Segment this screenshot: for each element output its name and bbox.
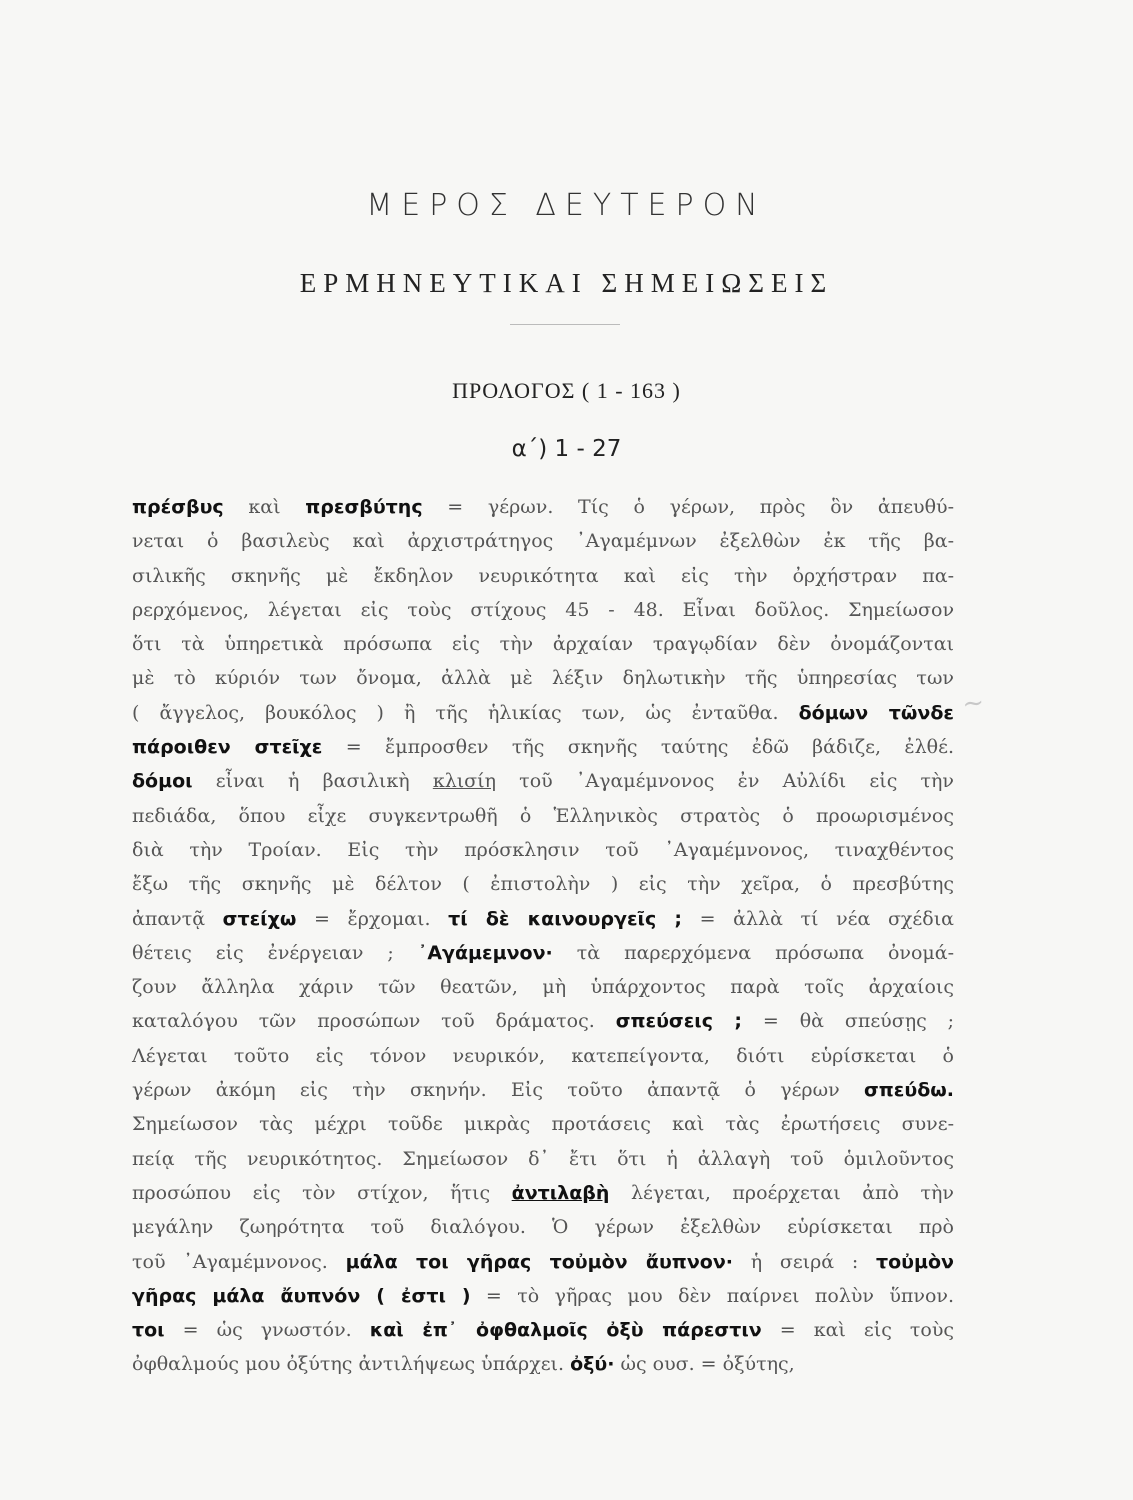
lemma-term: πρεσβύτης <box>305 496 423 518</box>
text-run: διὰ τὴν Τροίαν. Εἰς τὴν πρόσκλησιν τοῦ ᾿Αγαμέμνονος, τιναχθέντος <box>132 838 954 861</box>
lemma-term: ᾿Αγάμεμνον· <box>417 941 553 964</box>
text-line <box>132 764 954 798</box>
text-line <box>132 1176 954 1210</box>
text-line <box>132 1245 954 1279</box>
text-run: κλισίη <box>432 770 496 793</box>
text-run: νεται ὁ βασιλεὺς καὶ ἀρχιστράτηγος ᾿Αγαμέμνων ἐξελθὼν ἐκ τῆς βα- <box>132 530 954 553</box>
lemma-term: ὀξύ· <box>570 1353 615 1376</box>
text-run: ὅτι τὰ ὑπηρετικὰ πρόσωπα εἰς τὴν ἀρχαίαν τραγῳδίαν δὲν ὀνομάζονται <box>132 633 954 656</box>
text-line <box>132 696 954 730</box>
text-line <box>132 1210 954 1244</box>
text-run: προσώπου εἰς τὸν στίχον, ἥτις <box>132 1181 512 1204</box>
text-run: ( ἄγγελος, βουκόλος ) ἢ τῆς ἡλικίας των, ὡς ἐνταῦθα. <box>132 701 799 724</box>
text-run: τοῦ ᾿Αγαμέμνονος. <box>132 1250 346 1273</box>
subsection-heading: α΄) 1 - 27 <box>511 436 622 462</box>
text-run: = ὡς γνωστόν. <box>164 1319 370 1342</box>
text-run: = ἀλλὰ τί νέα σχέδια <box>682 907 954 930</box>
text-line <box>132 1313 954 1347</box>
text-run: = ἔμπροσθεν τῆς σκηνῆς ταύτης ἐδῶ βάδιζε, ἐλθέ. <box>322 736 954 759</box>
commentary-body <box>132 490 954 1382</box>
lemma-term: ἀντιλαβὴ <box>511 1181 610 1204</box>
section-title: ΕΡΜΗΝΕΥΤΙΚΑΙ ΣΗΜΕΙΩΣΕΙΣ <box>299 268 834 298</box>
text-line <box>132 730 954 764</box>
text-line <box>132 1279 954 1313</box>
text-run: πείᾳ τῆς νευρικότητος. Σημείωσον δ᾿ ἔτι ὅτι ἡ ἀλλαγὴ τοῦ ὁμιλοῦντος <box>132 1147 954 1170</box>
text-run: θέτεις εἰς ἐνέργειαν ; <box>132 941 418 964</box>
text-run: = τὸ γῆρας μου δὲν παίρνει πολὺν ὕπνον. <box>470 1284 954 1307</box>
lemma-term: πρέσβυς <box>132 496 224 518</box>
text-line <box>132 799 954 833</box>
text-run: ζουν ἄλληλα χάριν τῶν θεατῶν, μὴ ὑπάρχοντος παρὰ τοῖς ἀρχαίοις <box>132 976 954 999</box>
text-run: τὰ παρερχόμενα πρόσωπα ὀνομά- <box>552 941 954 964</box>
text-run: = γέρων. Τίς ὁ γέρων, πρὸς ὃν ἀπευθύ- <box>422 496 954 518</box>
text-run: ὀφθαλμούς μου ὀξύτης ἀντιλήψεως ὑπάρχει. <box>132 1353 571 1376</box>
text-run: μεγάλην ζωηρότητα τοῦ διαλόγου. Ὁ γέρων ἐξελθὼν εὑρίσκεται πρὸ <box>132 1216 954 1239</box>
text-run: = καὶ εἰς τοὺς <box>761 1319 955 1342</box>
lemma-term: καὶ ἐπ᾿ ὀφθαλμοῖς ὀξὺ πάρεστιν <box>369 1319 762 1342</box>
part-title: ΜΕΡΟΣ ΔΕΥΤΕΡΟΝ <box>366 188 767 223</box>
text-line <box>132 661 954 695</box>
text-line <box>132 1107 954 1141</box>
lemma-term: μάλα τοι γῆρας τοὐμὸν ἄυπνον· <box>345 1250 733 1273</box>
lemma-term: στείχω <box>222 907 297 930</box>
text-run: ρερχόμενος, λέγεται εἰς τοὺς στίχους 45 - 48. Εἶναι δοῦλος. Σημείωσον <box>132 598 954 621</box>
text-run: λέγεται, προέρχεται ἀπὸ τὴν <box>609 1181 954 1204</box>
text-run: τοῦ ᾿Αγαμέμνονος ἐν Αὐλίδι εἰς τὴν <box>495 770 954 793</box>
text-line <box>132 902 954 936</box>
text-run: = ἔρχομαι. <box>296 907 449 930</box>
text-line <box>132 490 954 524</box>
text-run: ἀπαντᾷ <box>132 907 223 930</box>
text-run: ἔξω τῆς σκηνῆς μὲ δέλτον ( ἐπιστολὴν ) εἰς τὴν χεῖρα, ὁ πρεσβύτης <box>132 873 954 896</box>
lemma-term: τοὐμὸν <box>876 1250 954 1273</box>
text-line <box>132 627 954 661</box>
text-run: καταλόγου τῶν προσώπων τοῦ δράματος. <box>132 1010 616 1033</box>
text-line <box>132 867 954 901</box>
text-line <box>132 833 954 867</box>
text-run: = θὰ σπεύσῃς ; <box>742 1010 954 1033</box>
lemma-term: τοι <box>132 1319 165 1342</box>
lemma-term: γῆρας μάλα ἄυπνόν ( ἐστι ) <box>132 1284 471 1307</box>
text-line <box>132 1004 954 1038</box>
text-line <box>132 1039 954 1073</box>
text-run: καὶ <box>223 496 306 518</box>
lemma-term: δόμων τῶνδε <box>798 701 954 724</box>
text-line <box>132 593 954 627</box>
text-run: Λέγεται τοῦτο εἰς τόνον νευρικόν, κατεπείγοντα, διότι εὑρίσκεται ὁ <box>132 1044 954 1067</box>
text-line <box>132 1142 954 1176</box>
text-line <box>132 1073 954 1107</box>
text-line <box>132 936 954 970</box>
lemma-term: σπεύσεις ; <box>615 1010 743 1033</box>
lemma-term: πάροιθεν στεῖχε <box>132 736 323 759</box>
text-line <box>132 970 954 1004</box>
text-run: γέρων ἀκόμη εἰς τὴν σκηνήν. Εἰς τοῦτο ἀπαντᾷ ὁ γέρων <box>132 1079 864 1102</box>
prologue-heading: ΠΡΟΛΟΓΟΣ ( 1 - 163 ) <box>452 378 681 403</box>
text-run: σιλικῆς σκηνῆς μὲ ἔκδηλον νευρικότητα καὶ εἰς τὴν ὀρχήστραν πα- <box>132 564 954 587</box>
lemma-term: δόμοι <box>132 770 193 793</box>
text-run: πεδιάδα, ὅπου εἶχε συγκεντρωθῆ ὁ Ἑλληνικὸς στρατὸς ὁ προωρισμένος <box>132 804 954 827</box>
handwritten-margin-note: ~ <box>960 687 986 720</box>
text-run: ὡς ουσ. = ὀξύτης, <box>614 1353 795 1376</box>
text-run: ἡ σειρά : <box>732 1250 876 1273</box>
text-run: μὲ τὸ κύριόν των ὄνομα, ἀλλὰ μὲ λέξιν δηλωτικὴν τῆς ὑπηρεσίας των <box>132 667 954 690</box>
lemma-term: σπεύδω. <box>863 1079 954 1102</box>
text-line <box>132 1347 954 1381</box>
lemma-term: τί δὲ καινουργεῖς ; <box>448 907 683 930</box>
divider <box>510 324 620 325</box>
text-line <box>132 559 954 593</box>
text-line <box>132 524 954 558</box>
text-run: Σημείωσον τὰς μέχρι τοῦδε μικρὰς προτάσεις καὶ τὰς ἐρωτήσεις συνε- <box>132 1113 954 1136</box>
text-run: εἶναι ἡ βασιλικὴ <box>192 770 433 793</box>
